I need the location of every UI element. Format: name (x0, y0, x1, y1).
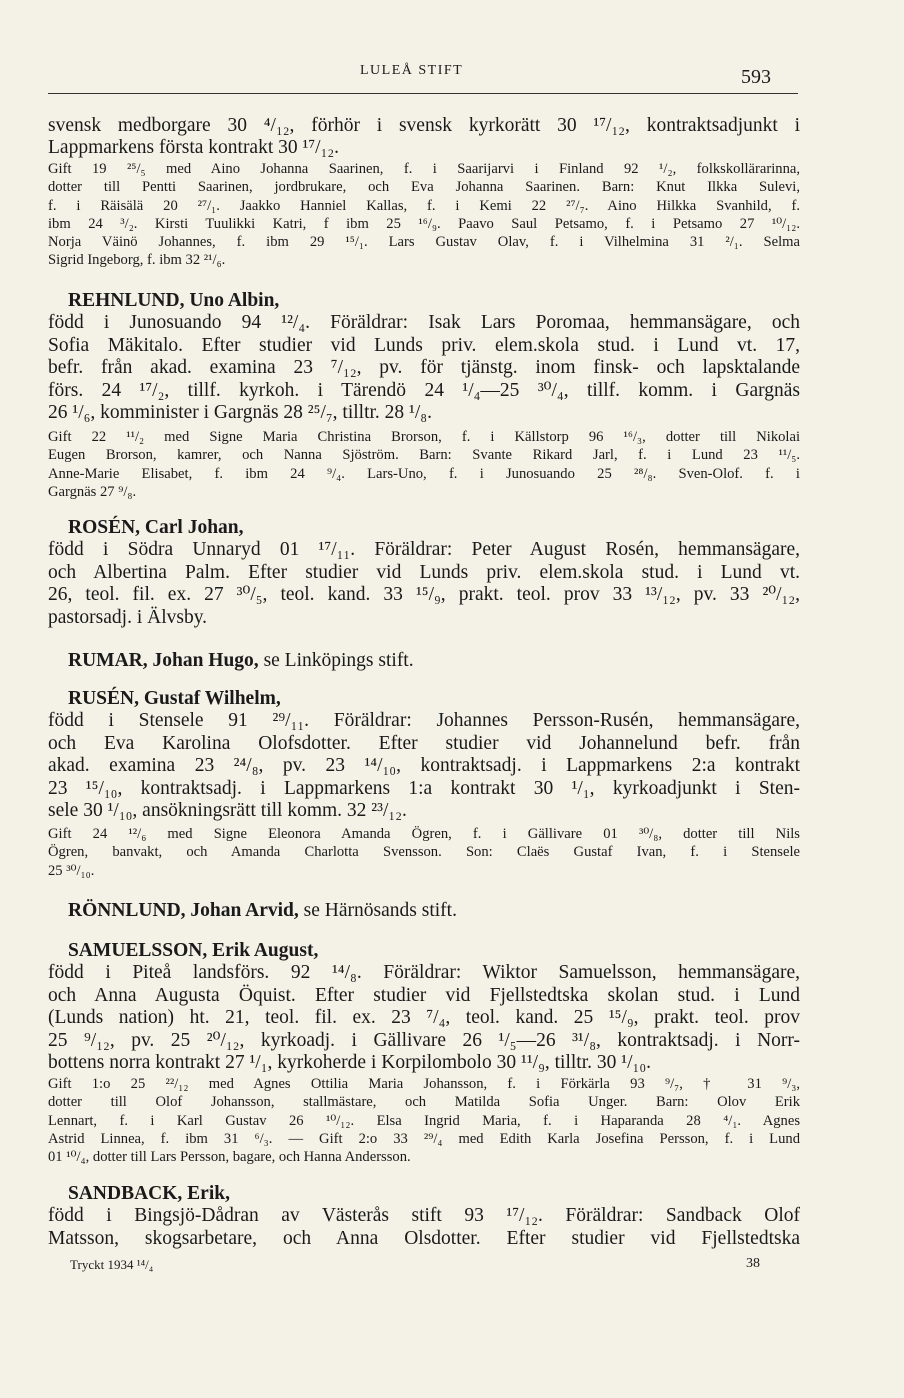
entry-heading: SANDBACK, Erik, (68, 1183, 230, 1204)
text-line: dotter till Pentti Saarinen, jordbrukare, och Eva Johanna Saarinen. Barn: Knut Ilkka Sulevi, (48, 179, 800, 196)
text-line: Lennart, f. i Karl Gustav 26 ¹⁰/₁₂. Elsa Ingrid Maria, f. i Haparanda 28 ⁴/₁. Agnes (48, 1112, 800, 1129)
text-line: Norja Väinö Johannes, f. ibm 29 ¹⁵/₁. Lars Gustav Olav, f. i Vilhelmina 31 ²/₁. Selma (48, 234, 800, 251)
text-line: född i Piteå landsförs. 92 ¹⁴/₈. Föräldrar: Wiktor Samuelsson, hemmansägare, (48, 962, 800, 984)
text-line: 26, teol. fil. ex. 27 ³⁰/₅, teol. kand. 33 ¹⁵/₉, prakt. teol. prov 33 ¹³/₁₂, pv. 33 ²⁰/₁₂, (48, 584, 800, 606)
text-line: och Albertina Palm. Efter studier vid Lunds priv. elem.skola stud. i Lund vt. (48, 561, 800, 583)
text-line: 01 ¹⁰/₄, dotter till Lars Persson, bagare, och Hanna Andersson. (48, 1149, 411, 1166)
text-line: bottens norra kontrakt 27 ¹/₁, kyrkoherde i Korpilombolo 30 ¹¹/₉, tilltr. 30 ¹/₁₀. (48, 1052, 652, 1074)
running-header: LULEÅ STIFT (360, 63, 464, 78)
text-line: sele 30 ¹/₁₀, ansökningsrätt till komm. 32 ²³/₁₂. (48, 800, 407, 822)
entry-heading: REHNLUND, Uno Albin, (68, 290, 280, 311)
entry-rusen-family (48, 825, 800, 880)
text-line: befr. från akad. examina 23 ⁷/₁₂, pv. för tjänstg. inom finsk- och lapsktalande (48, 357, 800, 379)
text-line: 26 ¹/₆, komminister i Gargnäs 28 ²⁵/₇, tilltr. 28 ¹/₈. (48, 402, 432, 424)
text-line: (Lunds nation) ht. 21, teol. fil. ex. 23 ⁷/₄, teol. kand. 25 ¹⁵/₉, prakt. teol. prov (48, 1007, 800, 1029)
entry-rusen (48, 688, 800, 822)
intro-family (48, 160, 800, 270)
text-line: Sigrid Ingeborg, f. ibm 32 ²¹/₆. (48, 252, 226, 269)
text-line: Gift 1:o 25 ²²/₁₂ med Agnes Ottilia Maria Johansson, f. i Förkärla 93 ⁹/₇, † 31 ⁹/₃, (48, 1076, 800, 1092)
text-line: Sofia Mäkitalo. Efter studier vid Lunds priv. elem.skola stud. i Lund vt. 17, (48, 334, 800, 356)
text-line: f. i Räisälä 20 ²⁷/₁. Jaakko Hanniel Kallas, f. i Kemi 22 ²⁷/₇. Aino Hilkka Svanhild, f. (48, 197, 800, 214)
text-line: Lappmarkens första kontrakt 30 ¹⁷/₁₂. (48, 137, 340, 159)
text-line: 25 ³⁰/₁₀. (48, 862, 95, 879)
entry-heading: RÖNNLUND, Johan Arvid, (68, 900, 299, 921)
text-line: dotter till Olof Johansson, stallmästare, och Matilda Sofia Unger. Barn: Olov Erik (48, 1094, 800, 1111)
text-line: svensk medborgare 30 ⁴/₁₂, förhör i svensk kyrkorätt 30 ¹⁷/₁₂, kontraktsadjunkt i (48, 115, 800, 136)
entry-heading: ROSÉN, Carl Johan, (68, 517, 244, 538)
text-line: pastorsadj. i Älvsby. (48, 606, 208, 628)
text-line: akad. examina 23 ²⁴/₈, pv. 23 ¹⁴/₁₀, kontraktsadj. i Lappmarkens 2:a kontrakt (48, 755, 800, 777)
entry-rosen (48, 517, 800, 629)
entry-rumar (48, 650, 800, 672)
text-line: Gift 19 ²⁵/₅ med Aino Johanna Saarinen, f. i Saarijarvi i Finland 92 ¹/₂, folkskollärarinna, (48, 161, 800, 177)
page-number: 593 (741, 66, 771, 88)
text-line: 25 ⁹/₁₂, pv. 25 ²⁰/₁₂, kyrkoadj. i Gällivare 26 ¹/₅—26 ³¹/₈, kontraktsadj. i Norr- (48, 1029, 800, 1051)
text-line: och Eva Karolina Olofsdotter. Efter studier vid Johannelund befr. från (48, 732, 800, 754)
text-line: Ögren, banvakt, och Amanda Charlotta Svensson. Son: Claës Gustaf Ivan, f. i Stensele (48, 844, 800, 861)
entry-heading: RUSÉN, Gustaf Wilhelm, (68, 688, 281, 709)
entry-heading: SAMUELSSON, Erik August, (68, 940, 319, 961)
text-line: född i Södra Unnaryd 01 ¹⁷/₁₁. Föräldrar: Peter August Rosén, hemmansägare, (48, 539, 800, 561)
printer-signature: 38 (746, 1256, 760, 1271)
entry-heading: RUMAR, Johan Hugo, (68, 650, 259, 671)
entry-samuelsson-family (48, 1075, 800, 1166)
text-line: Gift 24 ¹²/₆ med Signe Eleonora Amanda Ögren, f. i Gällivare 01 ³⁰/₈, dotter till Nils (48, 826, 800, 842)
text-line: 23 ¹⁵/₁₀, kontraktsadj. i Lappmarkens 1:a kontrakt 30 ¹/₁, kyrkoadjunkt i Sten- (48, 777, 800, 799)
text-line: född i Junosuando 94 ¹²/₄. Föräldrar: Isak Lars Poromaa, hemmansägare, och (48, 312, 800, 334)
cross-reference: se Härnösands stift. (303, 900, 457, 921)
entry-rehnlund-family (48, 428, 800, 501)
text-line: ibm 24 ³/₂. Kirsti Tuulikki Katri, f ibm 25 ¹⁶/₉. Paavo Saul Petsamo, f. i Petsamo 27 ¹⁰/₁₂. (48, 215, 800, 232)
entry-samuelsson (48, 940, 800, 1074)
text-line: född i Stensele 91 ²⁹/₁₁. Föräldrar: Johannes Persson-Rusén, hemmansägare, (48, 710, 800, 732)
text-line: Matsson, skogsarbetare, och Anna Olsdotter. Efter studier vid Fjellstedtska (48, 1227, 800, 1249)
text-line: född i Bingsjö-Dådran av Västerås stift 93 ¹⁷/₁₂. Föräldrar: Sandback Olof (48, 1205, 800, 1227)
text-line: Eugen Brorson, kamrer, och Nanna Sjöström. Barn: Svante Rikard Jarl, f. i Lund 23 ¹¹/₅. (48, 447, 800, 464)
text-line: förs. 24 ¹⁷/₂, tillf. kyrkoh. i Tärendö 24 ¹/₄—25 ³⁰/₄, tillf. komm. i Gargnäs (48, 379, 800, 401)
print-note: Tryckt 1934 ¹⁴/₄ (70, 1257, 154, 1272)
cross-reference: se Linköpings stift. (263, 650, 414, 671)
entry-rehnlund (48, 290, 800, 424)
text-line: Anne-Marie Elisabet, f. ibm 24 ⁹/₄. Lars-Uno, f. i Junosuando 25 ²⁸/₈. Sven-Olof. f. i (48, 465, 800, 482)
entry-sandback (48, 1183, 800, 1250)
text-line: Gift 22 ¹¹/₂ med Signe Maria Christina Brorson, f. i Källstorp 96 ¹⁶/₃, dotter till Nikolai (48, 429, 800, 445)
entry-ronnlund (48, 900, 800, 922)
header-rule (48, 93, 798, 94)
intro-body (48, 115, 800, 160)
text-line: Gargnäs 27 ⁹/₈. (48, 483, 137, 500)
text-line: och Anna Augusta Öquist. Efter studier vid Fjellstedtska skolan stud. i Lund (48, 984, 800, 1006)
text-line: Astrid Linnea, f. ibm 31 ⁶/₃. — Gift 2:o 33 ²⁹/₄ med Edith Karla Josefina Persson, f. i Lund (48, 1130, 800, 1147)
